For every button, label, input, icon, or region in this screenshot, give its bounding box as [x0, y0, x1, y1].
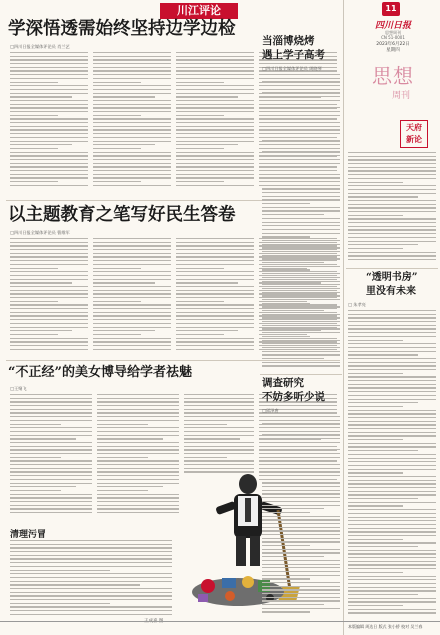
- article2-col3-text: [176, 238, 254, 356]
- article5-headline-l1: “透明书房”: [366, 272, 418, 283]
- column-divider: [343, 0, 344, 635]
- weekday: 星期四: [386, 48, 400, 53]
- paper-name: 四川日报: [374, 21, 411, 31]
- article3-col1-text: [10, 394, 92, 519]
- section-subtitle: 周刊: [392, 91, 411, 101]
- section-title: 思想: [372, 64, 414, 88]
- article4-text-right: [348, 152, 436, 264]
- article1-col2-text: [93, 52, 171, 192]
- editor-name: 周达日: [365, 624, 378, 629]
- article2-col2-text: [93, 238, 171, 356]
- article4-headline-l2: 遇上学子高考: [262, 49, 325, 61]
- cn-number: CN 51-0001: [381, 35, 405, 40]
- divider: [346, 268, 438, 269]
- article4-byline: □四川日报全媒体评论员 周晓琴: [262, 66, 322, 71]
- proof-label: 校对: [401, 624, 410, 629]
- article3-byline: □王聚飞: [10, 386, 27, 391]
- article3-col5-text: [10, 540, 172, 618]
- article3-col2-text: [97, 394, 179, 519]
- design-name: 张小桥: [387, 624, 400, 629]
- page-number-badge: 11: [382, 2, 400, 16]
- editor-label: 本版编辑: [348, 624, 364, 629]
- divider: [260, 374, 342, 375]
- article4-text: [262, 74, 340, 370]
- masthead: [346, 2, 438, 58]
- article5-byline: □ 朱孝亮: [348, 302, 366, 307]
- cartoon-caption: 清理污冒: [10, 530, 47, 540]
- article3-col3-text: [184, 394, 254, 476]
- article4-headline-l1: 当淄博烧烤: [262, 35, 315, 47]
- tianfu-stamp: [400, 120, 428, 148]
- article1-col3-text: [176, 52, 254, 192]
- tianfu-stamp-line1: 天府: [406, 122, 422, 132]
- article6-headline-l2: 不妨多听少说: [262, 391, 325, 403]
- article6-headline-l1: 调查研究: [262, 377, 304, 389]
- column-tag: 川江评论: [160, 3, 238, 19]
- edition-line: 思想周刊: [385, 30, 401, 35]
- proof-name: 吴兰春: [410, 624, 423, 629]
- article2-col1-text: [10, 238, 88, 356]
- design-label: 版式: [378, 624, 387, 629]
- article2-headline: 以主题教育之笔写好民生答卷: [8, 205, 236, 225]
- article5-headline-l2: 里没有未来: [366, 286, 416, 297]
- article3-headline: “不正经”的美女博导给学者祛魅: [8, 365, 192, 380]
- article1-headline: 学深悟透需始终坚持边学边检: [8, 19, 236, 39]
- article6-byline: □邱泽唐: [262, 408, 279, 413]
- article1-col1-text: [10, 52, 88, 192]
- footer-rule: [0, 621, 440, 622]
- article1-byline: □四川日报全媒体评论员 肖兰艺: [10, 44, 70, 49]
- article2-byline: □四川日报全媒体评论员 曹维军: [10, 230, 70, 235]
- article6-text: [262, 416, 340, 618]
- tianfu-stamp-line2: 新论: [406, 134, 422, 144]
- date-line: 2023年6月22日: [376, 42, 410, 47]
- article5-text: [348, 310, 436, 618]
- footer-credits: [348, 624, 438, 630]
